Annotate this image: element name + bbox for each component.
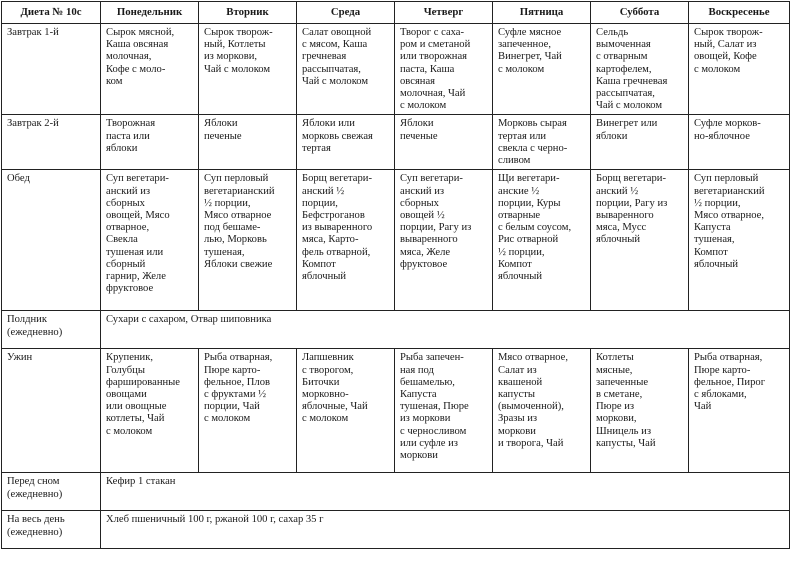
- meal-cell-friday: Морковь сырая тертая или свекла с черно- сливом: [493, 115, 591, 170]
- meal-cell-saturday: Борщ вегетари- анский ½ порции, Рагу из вываренного мяса, Мусс яблочный: [591, 170, 689, 311]
- header-wednesday: Среда: [297, 2, 395, 24]
- header-saturday: Суббота: [591, 2, 689, 24]
- daily-meal-cell: Хлеб пшеничный 100 г, ржаной 100 г, сахар 35 г: [101, 511, 790, 549]
- meal-cell-saturday: Сельдь вымоченная с отварным картофелем, Каша гречневая рассыпчатая, Чай с молоком: [591, 24, 689, 115]
- header-tuesday: Вторник: [199, 2, 297, 24]
- meal-cell-sunday: Суп перловый вегетарианский ½ порции, Мясо отварное, Капуста тушеная, Компот яблочный: [689, 170, 790, 311]
- meal-cell-sunday: Суфле морков- но-яблочное: [689, 115, 790, 170]
- row-lunch: [2, 170, 790, 311]
- row-label: Обед: [2, 170, 101, 311]
- meal-cell-wednesday: Борщ вегетари- анский ½ порции, Бефстроганов из вываренного мяса, Карто- фель отварной, Компот яблочный: [297, 170, 395, 311]
- meal-cell-sunday: Рыба отварная, Пюре карто- фельное, Пирог с яблоками, Чай: [689, 349, 790, 473]
- header-friday: Пятница: [493, 2, 591, 24]
- header-row: [2, 2, 790, 24]
- meal-cell-friday: Щи вегетари- анские ½ порции, Куры отварные с белым соусом, Рис отварной ½ порции, Компот яблочный: [493, 170, 591, 311]
- header-monday: Понедельник: [101, 2, 199, 24]
- diet-menu-table: [1, 1, 790, 549]
- row-afternoon-snack: [2, 311, 790, 349]
- daily-meal-cell: Кефир 1 стакан: [101, 473, 790, 511]
- meal-cell-monday: Сырок мясной, Каша овсяная молочная, Кофе с моло- ком: [101, 24, 199, 115]
- meal-cell-wednesday: Лапшевник с творогом, Биточки морковно- яблочные, Чай с молоком: [297, 349, 395, 473]
- meal-cell-thursday: Яблоки печеные: [395, 115, 493, 170]
- meal-cell-monday: Творожная паста или яблоки: [101, 115, 199, 170]
- row-breakfast-2: [2, 115, 790, 170]
- meal-cell-tuesday: Яблоки печеные: [199, 115, 297, 170]
- row-whole-day: [2, 511, 790, 549]
- meal-cell-tuesday: Суп перловый вегетарианский ½ порции, Мясо отварное под бешаме- лью, Морковь тушеная, Яблоки свежие: [199, 170, 297, 311]
- meal-cell-friday: Суфле мясное запеченное, Винегрет, Чай с молоком: [493, 24, 591, 115]
- row-label: Перед сном (ежедневно): [2, 473, 101, 511]
- daily-meal-cell: Сухари с сахаром, Отвар шиповника: [101, 311, 790, 349]
- row-label: Ужин: [2, 349, 101, 473]
- row-breakfast-1: [2, 24, 790, 115]
- meal-cell-sunday: Сырок творож- ный, Салат из овощей, Кофе с молоком: [689, 24, 790, 115]
- row-label: Полдник (ежедневно): [2, 311, 101, 349]
- row-before-sleep: [2, 473, 790, 511]
- header-diet: Диета № 10с: [2, 2, 101, 24]
- row-dinner: [2, 349, 790, 473]
- meal-cell-friday: Мясо отварное, Салат из квашеной капусты (вымоченной), Зразы из моркови и творога, Чай: [493, 349, 591, 473]
- header-thursday: Четверг: [395, 2, 493, 24]
- meal-cell-tuesday: Сырок творож- ный, Котлеты из моркови, Чай с молоком: [199, 24, 297, 115]
- meal-cell-monday: Суп вегетари- анский из сборных овощей, Мясо отварное, Свекла тушеная или сборный гарнир, Желе фруктовое: [101, 170, 199, 311]
- meal-cell-thursday: Творог с саха- ром и сметаной или творожная паста, Каша овсяная молочная, Чай с молоком: [395, 24, 493, 115]
- row-label: Завтрак 2-й: [2, 115, 101, 170]
- meal-cell-wednesday: Салат овощной с мясом, Каша гречневая рассыпчатая, Чай с молоком: [297, 24, 395, 115]
- meal-cell-tuesday: Рыба отварная, Пюре карто- фельное, Плов с фруктами ½ порции, Чай с молоком: [199, 349, 297, 473]
- meal-cell-wednesday: Яблоки или морковь свежая тертая: [297, 115, 395, 170]
- meal-cell-monday: Крупеник, Голубцы фаршированные овощами или овощные котлеты, Чай с молоком: [101, 349, 199, 473]
- row-label: Завтрак 1-й: [2, 24, 101, 115]
- meal-cell-saturday: Винегрет или яблоки: [591, 115, 689, 170]
- meal-cell-thursday: Рыба запечен- ная под бешамелью, Капуста тушеная, Пюре из моркови с черносливом или суфле из моркови: [395, 349, 493, 473]
- meal-cell-thursday: Суп вегетари- анский из сборных овощей ½ порции, Рагу из вываренного мяса, Желе фруктовое: [395, 170, 493, 311]
- meal-cell-saturday: Котлеты мясные, запеченные в сметане, Пюре из моркови, Шницель из капусты, Чай: [591, 349, 689, 473]
- row-label: На весь день (ежедневно): [2, 511, 101, 549]
- header-sunday: Воскресенье: [689, 2, 790, 24]
